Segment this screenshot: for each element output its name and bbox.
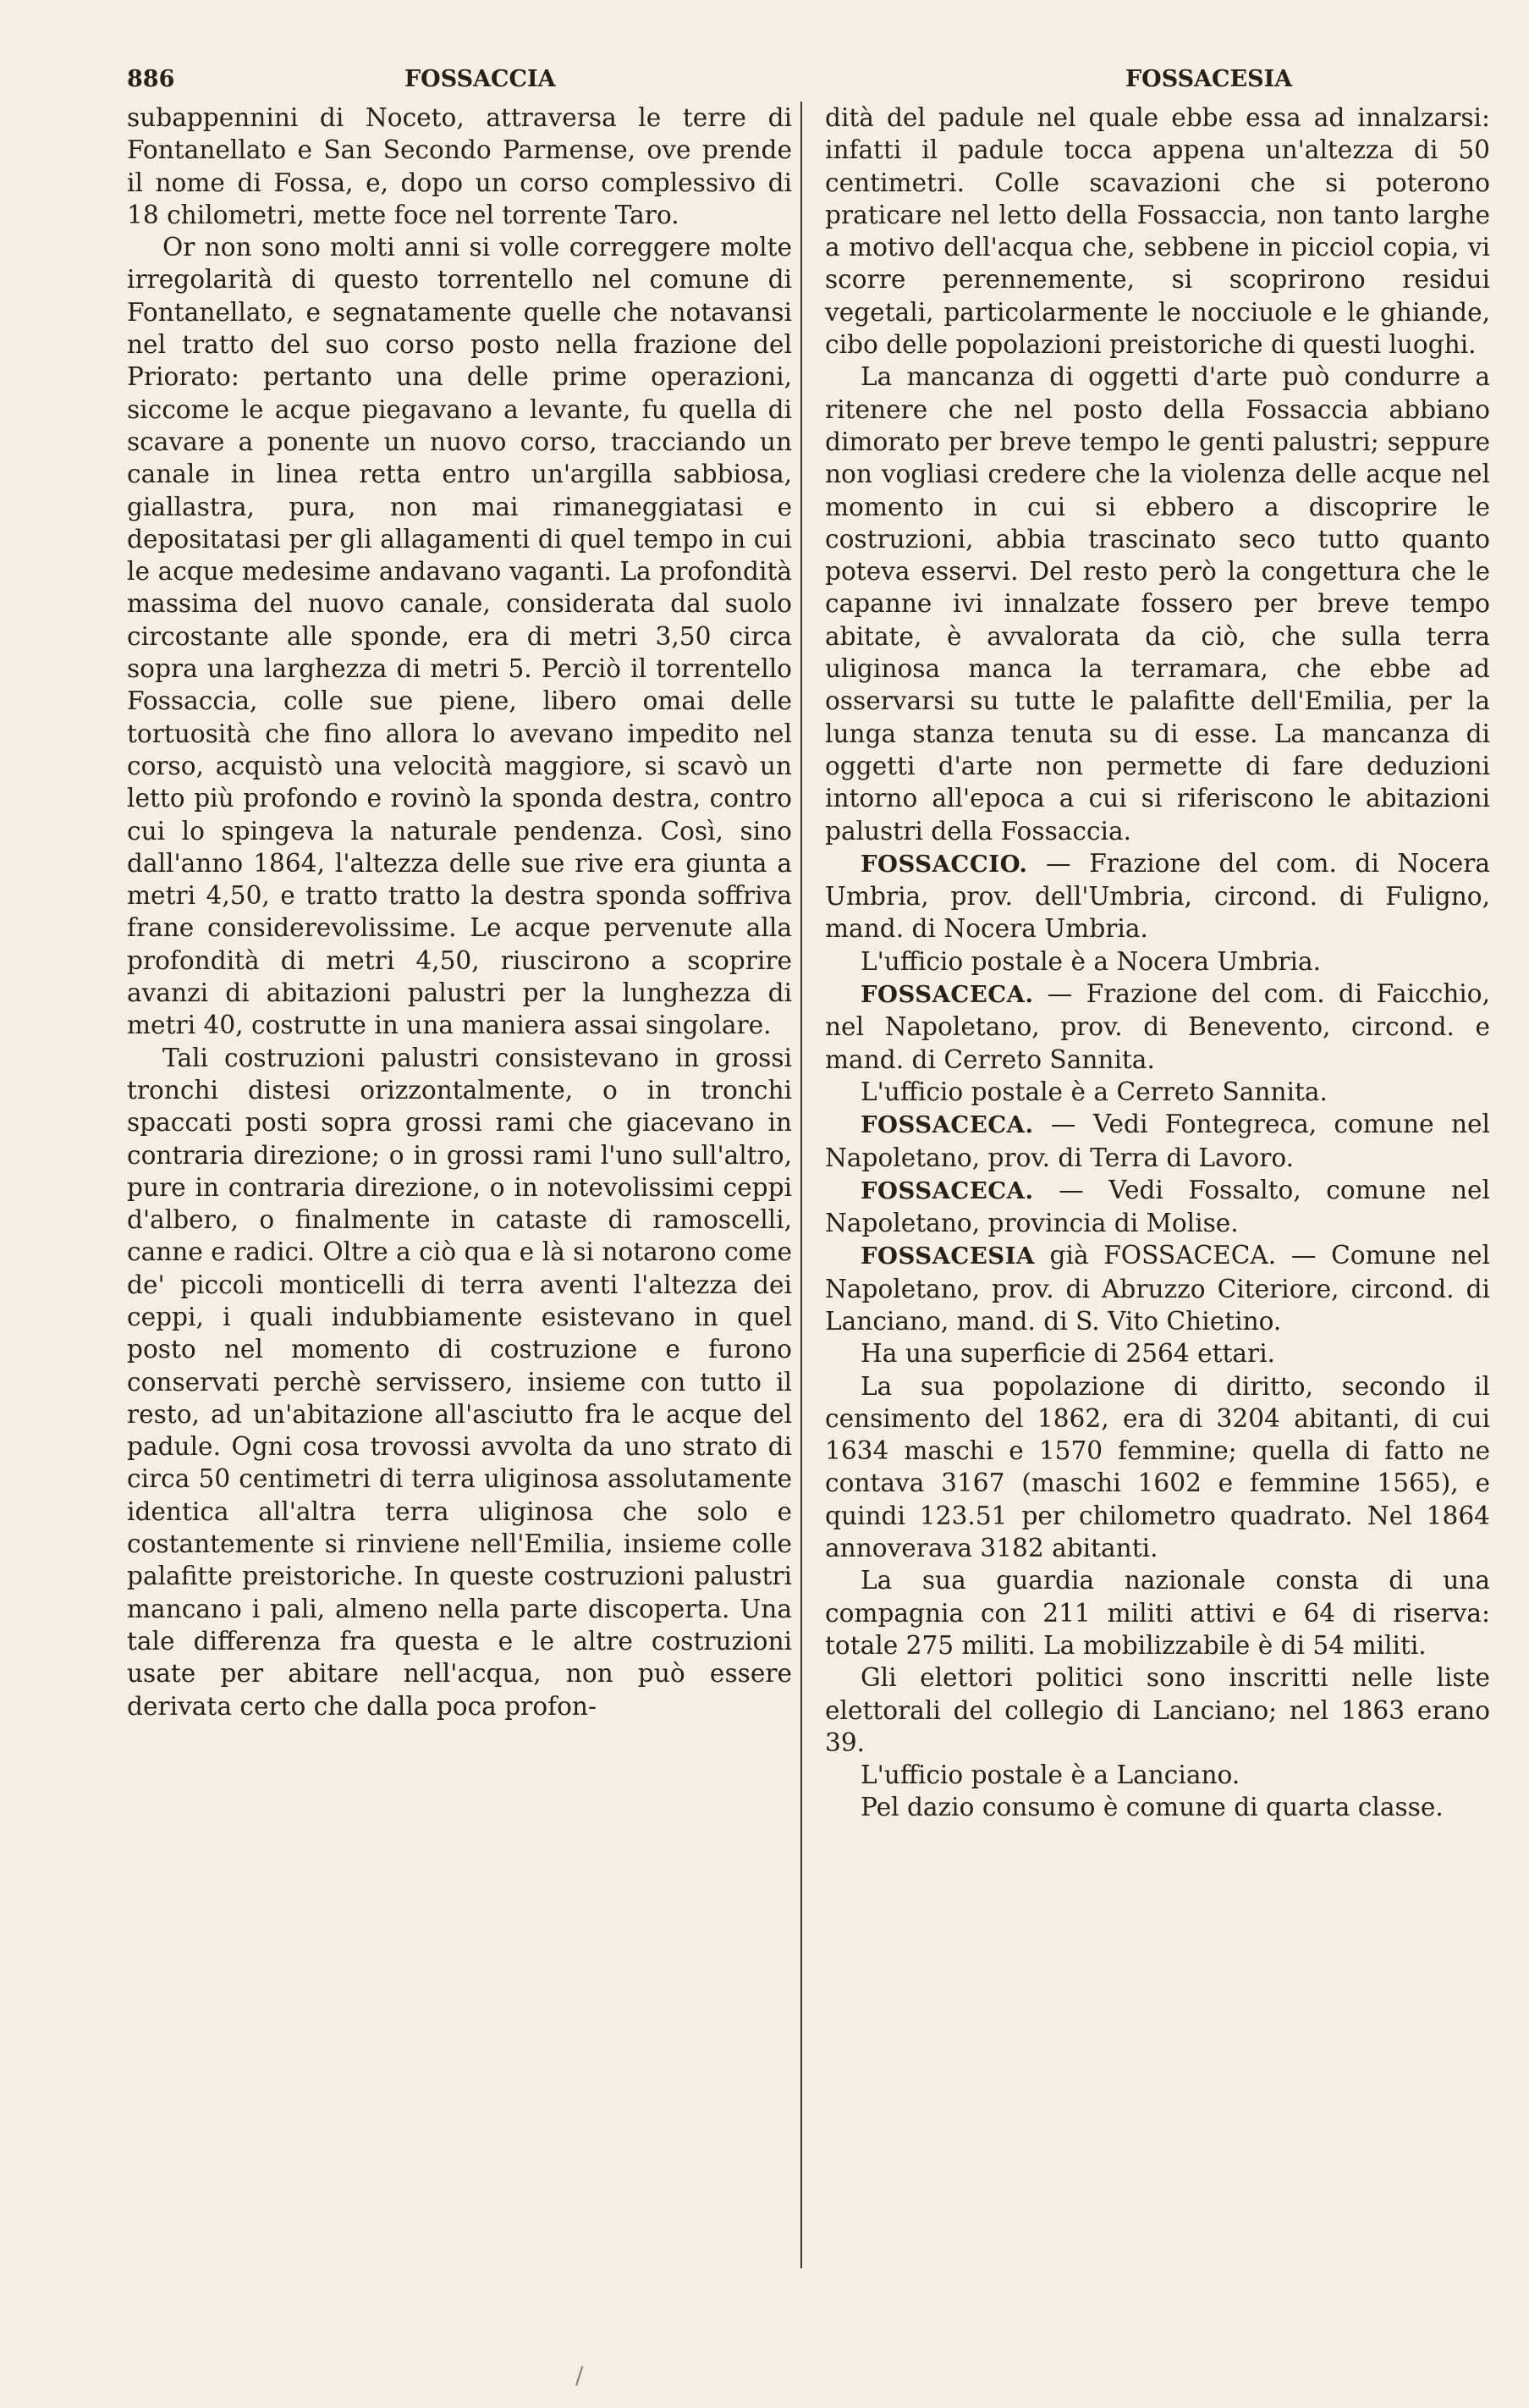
paragraph [825,847,1490,945]
paragraph [825,1108,1490,1174]
paragraph-text: Tali costruzioni palustri consistevano in grossi tronchi distesi orizzontalmente, o in tronchi spaccati posti sopra grossi rami che giacevano in contraria direzione; o in grossi rami l'uno sull'altro, pure in contraria direzione, o in notevolissimi ceppi d'albero, o finalmente in cataste di ramoscelli, canne e radici. Oltre a ciò qua e là si notarono come de' piccoli monticelli di terra aventi l'altezza dei ceppi, i quali indubbiamente esistevano in quel posto nel momento di costruzione e furono conservati perchè servissero, insieme con tutto il resto, ad un'abitazione all'asciutto fra le acque del padule. Ogni cosa trovossi avvolta da uno strato di circa 50 centimetri di terra uliginosa assolutamente identica all'altra terra uliginosa che solo e costantemente si rinviene nell'Emilia, insieme colle palafitte preistoriche. In queste costruzioni palustri mancano i pali, almeno nella parte discoperta. Una tale differenza fra questa e le altre costruzioni usate per abitare nell'acqua, non può essere derivata certo che dalla poca profon- [127,1043,792,1721]
paragraph-text: — Vedi Fossalto, comune nel Napoletano, provincia di Molise. [825,1175,1490,1238]
entry-headword: FOSSACECA. [861,981,1034,1009]
left-column [127,102,792,1722]
entry-headword: FOSSACCIO. [861,850,1028,878]
paragraph-text: La mancanza di oggetti d'arte può condurre a ritenere che nel posto della Fossaccia abbiano dimorato per breve tempo le genti palustri; seppure non vogliasi credere che la violenza delle acque nel momento in cui si ebbero a discoprire le costruzioni, abbia trascinato seco tutto quanto poteva esservi. Del resto però la congettura che le capanne ivi innalzate fossero per breve tempo abitate, è avvalorata da ciò, che sulla terra uliginosa manca la terramara, che ebbe ad osservarsi su tutte le palafitte dell'Emilia, per la lunga stanza tenuta su di esse. La mancanza di oggetti d'arte non permette di fare deduzioni intorno all'epoca a cui si riferiscono le abitazioni palustri della Fossaccia. [825,362,1490,846]
paragraph [825,1174,1490,1240]
paragraph-text: L'ufficio postale è a Lanciano. [861,1761,1240,1790]
paragraph-text: — Frazione del com. di Faicchio, nel Napoletano, prov. di Benevento, circond. e mand. di Cerreto Sannita. [825,979,1490,1074]
running-head-left: FOSSACCIA [404,66,556,92]
stray-mark: / [575,2361,584,2389]
paragraph [825,1337,1490,1369]
paragraph-text: Ha una superficie di 2564 ettari. [861,1339,1276,1369]
paragraph [825,1759,1490,1791]
paragraph [825,945,1490,978]
paragraph [127,102,792,231]
paragraph-text: La sua guardia nazionale consta di una compagnia con 211 militi attivi e 64 di riserva: totale 275 militi. La mobilizzabile è di 54 militi. [825,1566,1490,1660]
paragraph-text: Or non sono molti anni si volle correggere molte irregolarità di questo torrentello nel comune di Fontanellato, e segnatamente quelle che notavansi nel tratto del suo corso posto nella frazione del Priorato: pertanto una delle prime operazioni, siccome le acque piegavano a levante, fu quella di scavare a ponente un nuovo corso, tracciando un canale in linea retta entro un'argilla sabbiosa, giallastra, pura, non mai rimaneggiatasi e depositatasi per gli allagamenti di quel tempo in cui le acque medesime andavano vaganti. La profondità massima del nuovo canale, considerata dal suolo circostante alle sponde, era di metri 3,50 circa sopra una larghezza di metri 5. Perciò il torrentello Fossaccia, colle sue piene, libero omai delle tortuosità che fino allora lo avevano impedito nel corso, acquistò una velocità maggiore, si scavò un letto più profondo e rovinò la sponda destra, contro cui lo spingeva la naturale pendenza. Così, sino dall'anno 1864, l'altezza delle sue rive era giunta a metri 4,50, e tratto tratto la destra sponda soffriva frane considerevolissime. Le acque pervenute alla profondità di metri 4,50, riuscirono a scoprire avanzi di abitazioni palustri per la lunghezza di metri 40, costrutte in una maniera assai singolare. [127,233,792,1040]
entry-headword: FOSSACECA. [861,1111,1034,1139]
paragraph [825,102,1490,361]
paragraph [825,1564,1490,1661]
paragraph-text: L'ufficio postale è a Cerreto Sannita. [861,1077,1328,1106]
paragraph-text: dità del padule nel quale ebbe essa ad innalzarsi: infatti il padule tocca appena un'altezza di 50 centimetri. Colle scavazioni che si poterono praticare nel letto della Fossaccia, non tanto larghe a motivo dell'acqua che, sebbene in picciol copia, vi scorre perennemente, si scoprirono residui vegetali, particolarmente le nocciuole e le ghiande, cibo delle popolazioni preistoriche di questi luoghi. [825,103,1490,360]
paragraph [825,1239,1490,1337]
paragraph-text: subappennini di Noceto, attraversa le terre di Fontanellato e San Secondo Parmense, ove prende il nome di Fossa, e, dopo un corso complessivo di 18 chilometri, mette foce nel torrente Taro. [127,103,792,229]
entry-headword: FOSSACECA. [861,1176,1034,1204]
paragraph-text: — Vedi Fontegreca, comune nel Napoletano, prov. di Terra di Lavoro. [825,1110,1490,1172]
paragraph [127,231,792,1041]
paragraph-text: — Frazione del com. di Nocera Umbria, prov. dell'Umbria, circond. di Fuligno, mand. di Nocera Umbria. [825,848,1490,944]
paragraph-text: La sua popolazione di diritto, secondo il censimento del 1862, era di 3204 abitanti, di cui 1634 maschi e 1570 femmine; quella di fatto ne contava 3167 (maschi 1602 e femmine 1565), e quindi 123.51 per chilometro quadrato. Nel 1864 annoverava 3182 abitanti. [825,1371,1490,1563]
paragraph-text: Pel dazio consumo è comune di quarta classe. [861,1793,1444,1822]
paragraph-text: L'ufficio postale è a Nocera Umbria. [861,946,1322,976]
page-number: 886 [127,66,175,92]
paragraph [825,1791,1490,1823]
paragraph [825,361,1490,846]
entry-headword: FOSSACESIA [861,1243,1035,1270]
column-divider [800,102,802,2268]
paragraph [127,1042,792,1722]
paragraph [825,978,1490,1076]
right-column [825,102,1490,1824]
paragraph [825,1076,1490,1108]
running-head-right: FOSSACESIA [1125,66,1293,92]
paragraph-text: Gli elettori politici sono inscritti nelle liste elettorali del collegio di Lanciano; nel 1863 erano 39. [825,1663,1490,1757]
paragraph [825,1661,1490,1759]
paragraph-text: già FOSSACECA. — Comune nel Napoletano, prov. di Abruzzo Citeriore, circond. di Lanciano, mand. di S. Vito Chietino. [825,1241,1490,1336]
paragraph [825,1370,1490,1565]
